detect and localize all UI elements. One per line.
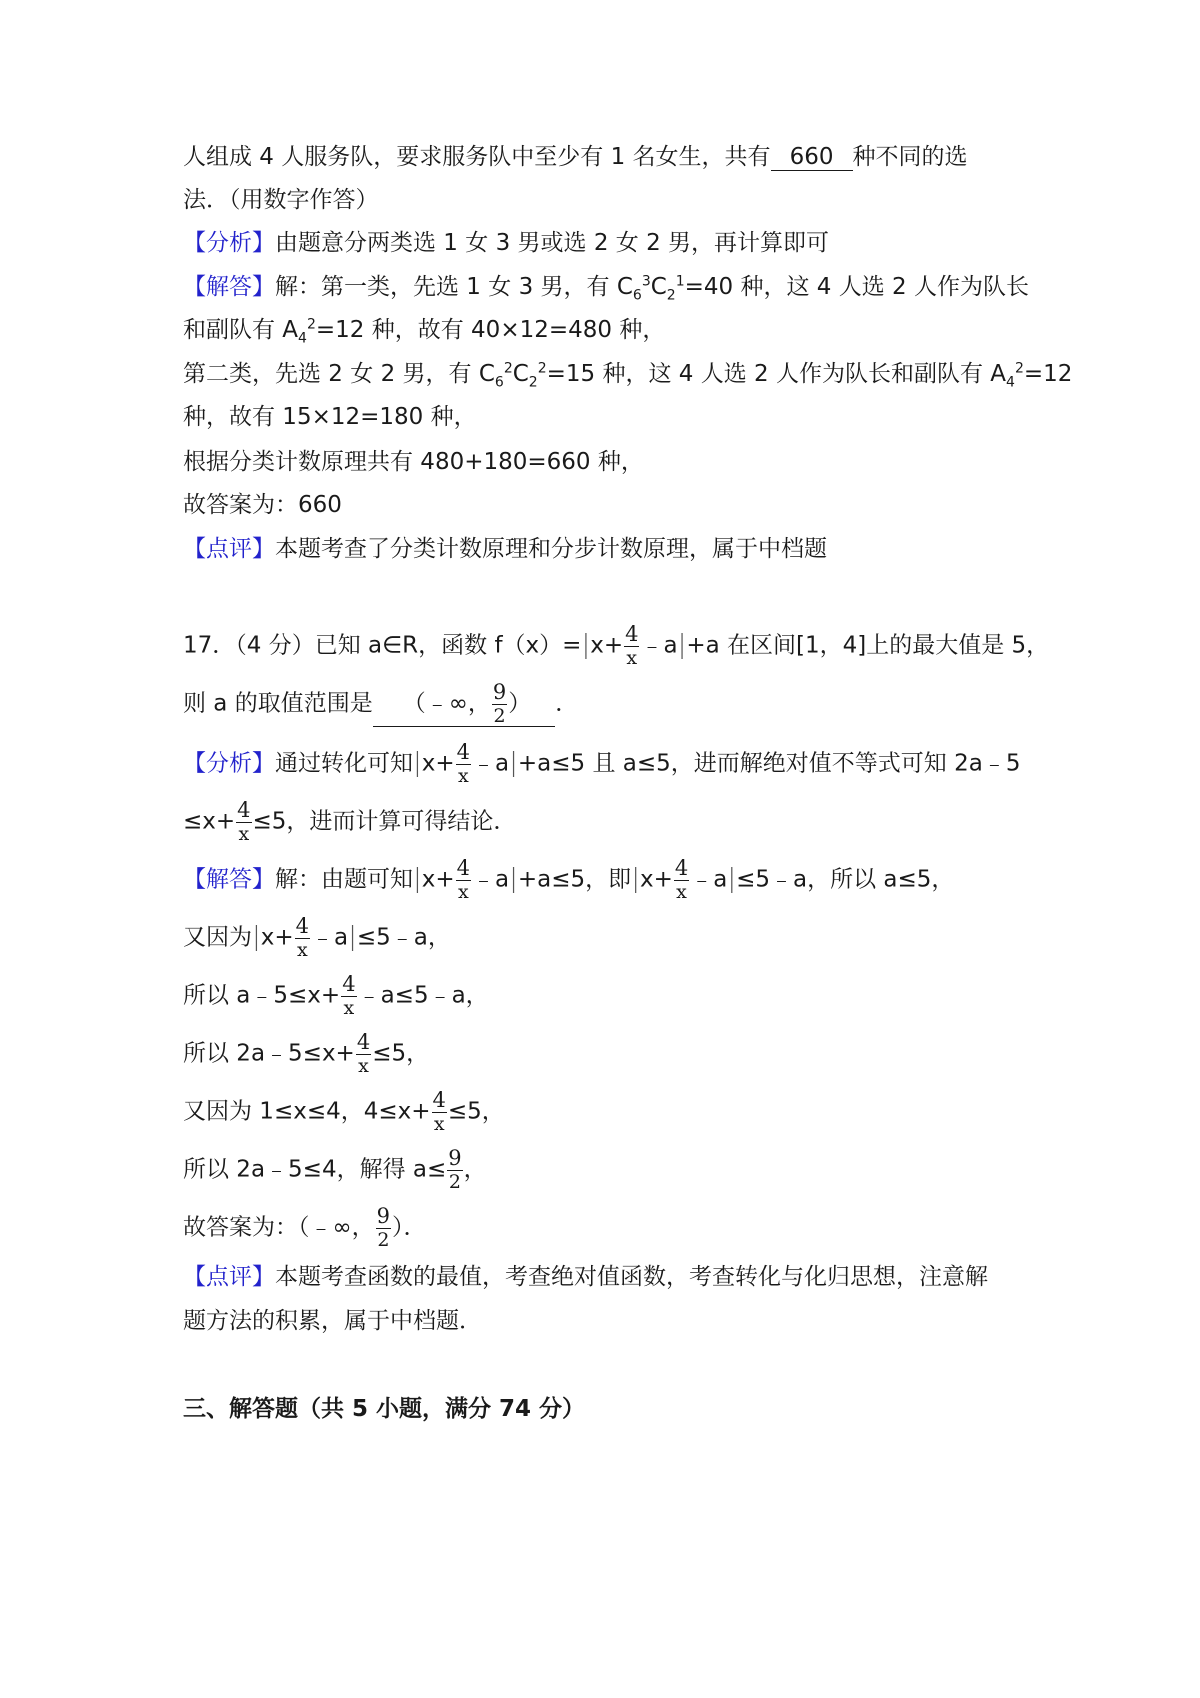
superscript: 3	[641, 273, 651, 290]
comment-tag: 【点评】	[183, 1264, 275, 1290]
text: C	[650, 274, 667, 300]
text: x+	[639, 866, 673, 893]
denominator: x	[343, 997, 355, 1019]
numerator: 4	[356, 1030, 371, 1054]
q16-solution-line3	[183, 359, 1072, 389]
q16-stem-text: 人组成 4 人服务队，要求服务队中至少有 1 名女生，共有	[183, 144, 771, 170]
text: ﹣a	[472, 866, 510, 893]
abs-bar: |	[631, 863, 640, 894]
fraction-9-over-2	[376, 1206, 391, 1250]
abs-bar: |	[509, 863, 518, 894]
q17-solution-line3	[183, 974, 489, 1018]
text: ）．	[392, 1214, 427, 1241]
denominator: x	[626, 647, 638, 669]
numerator: 4	[456, 740, 471, 764]
text: +a≤5，即	[517, 866, 632, 893]
text: （﹣∞，	[402, 690, 491, 717]
text: x+	[260, 924, 294, 951]
fraction-4-over-x	[456, 742, 471, 786]
text: +a 在区间[1，4]上的最大值是 5，	[686, 632, 1050, 659]
subscript: 4	[1006, 374, 1015, 391]
fraction-4-over-x	[674, 858, 689, 902]
numerator: 4	[432, 1088, 446, 1112]
text: =15 种，这 4 人选 2 人作为队长和副队有 A	[546, 361, 1007, 387]
analysis-tag: 【分析】	[183, 750, 275, 777]
denominator: x	[238, 823, 250, 845]
text: ≤5﹣a，	[356, 924, 451, 951]
q17-answer-blank	[373, 682, 556, 727]
text: x+	[421, 750, 455, 777]
denominator: 2	[377, 1229, 390, 1251]
numerator: 4	[674, 856, 689, 880]
q17-solution-line6	[183, 1148, 487, 1192]
text: 通过转化可知	[275, 750, 413, 777]
q17-comment-line2: 题方法的积累，属于中档题．	[183, 1308, 482, 1334]
denominator: x	[676, 881, 687, 903]
text: ≤5，	[372, 1040, 430, 1067]
q17-final-answer	[183, 1206, 427, 1250]
text: 所以 a﹣5≤x+	[183, 982, 341, 1009]
numerator: 4	[456, 856, 471, 880]
text: 第二类，先选 2 女 2 男，有 C	[183, 361, 495, 387]
q17-stem-line1	[183, 624, 1049, 668]
subscript: 6	[632, 287, 642, 304]
subscript: 2	[528, 374, 538, 391]
text: ≤5﹣a，所以 a≤5，	[736, 866, 955, 893]
subscript: 4	[298, 330, 307, 347]
subscript: 2	[666, 287, 676, 304]
q16-solution-line1	[183, 272, 1029, 302]
q16-stem-line1	[183, 142, 968, 172]
comment-tag: 【点评】	[183, 536, 275, 562]
numerator: 9	[376, 1204, 391, 1228]
abs-bar: |	[413, 747, 422, 778]
denominator: x	[358, 1055, 369, 1077]
text: ）	[508, 690, 532, 717]
fraction-4-over-x	[456, 858, 471, 902]
denominator: x	[433, 1113, 445, 1135]
text: x+	[590, 632, 624, 659]
text: C	[512, 361, 529, 387]
text: ，	[463, 1156, 487, 1183]
fraction-4-over-x	[295, 916, 310, 960]
abs-bar: |	[727, 863, 737, 894]
q16-solution-line4: 种，故有 15×12=180 种，	[183, 404, 477, 430]
denominator: x	[457, 765, 469, 787]
analysis-tag: 【分析】	[183, 230, 275, 256]
q16-final-answer: 故答案为：660	[183, 492, 342, 518]
fraction-4-over-x	[236, 800, 251, 844]
fraction-4-over-x	[356, 1032, 371, 1076]
abs-bar: |	[581, 629, 591, 660]
subscript: 6	[494, 374, 504, 391]
text: =12	[1023, 361, 1073, 387]
fraction-4-over-x	[624, 624, 639, 668]
comment-text: 本题考查函数的最值，考查绝对值函数，考查转化与化归思想，注意解	[275, 1264, 988, 1290]
superscript: 2	[537, 360, 547, 377]
q17-solution-line2	[183, 916, 451, 960]
text: 解：第一类，先选 1 女 3 男，有 C	[275, 274, 633, 300]
text: 和副队有 A	[183, 317, 299, 343]
text: 所以 2a﹣5≤x+	[183, 1040, 355, 1067]
q16-answer-blank: 660	[771, 144, 853, 171]
denominator: x	[457, 881, 469, 903]
text: ≤5，进而计算可得结论．	[252, 808, 517, 835]
text: 又因为	[183, 924, 252, 951]
q17-stem-line2	[183, 682, 578, 727]
analysis-text: 由题意分两类选 1 女 3 男或选 2 女 2 男，再计算即可	[275, 230, 830, 256]
text: =40 种，这 4 人选 2 人作为队长	[684, 274, 1030, 300]
text: ≤5，	[447, 1098, 505, 1125]
text: 17．（4 分）已知 a∈R，函数 f（x）=	[183, 632, 582, 659]
comment-text: 本题考查了分类计数原理和分步计数原理，属于中档题	[275, 536, 827, 562]
q16-solution-line5: 根据分类计数原理共有 480+180=660 种，	[183, 449, 644, 475]
q17-solution-line1	[183, 858, 954, 902]
numerator: 9	[492, 680, 507, 704]
abs-bar: |	[413, 863, 422, 894]
denominator: x	[296, 939, 308, 961]
abs-bar: |	[348, 921, 357, 952]
numerator: 4	[237, 798, 251, 822]
denominator: 2	[493, 705, 506, 727]
text: ≤x+	[183, 808, 236, 835]
text: ﹣a	[690, 866, 728, 893]
text: 解：由题可知	[275, 866, 413, 893]
numerator: 4	[625, 622, 639, 646]
text: x+	[421, 866, 455, 893]
text: 又因为 1≤x≤4，4≤x+	[183, 1098, 431, 1125]
q16-stem-text-2: 种不同的选	[852, 144, 968, 170]
text: 故答案为：（﹣∞，	[183, 1214, 375, 1241]
text: ．	[555, 690, 579, 717]
q17-analysis-line2	[183, 800, 516, 844]
q16-solution-line2	[183, 315, 665, 345]
superscript: 2	[503, 360, 513, 377]
solution-tag: 【解答】	[183, 274, 275, 300]
abs-bar: |	[509, 747, 518, 778]
text: 所以 2a﹣5≤4，解得 a≤	[183, 1156, 447, 1183]
section-heading: 三、解答题（共 5 小题，满分 74 分）	[183, 1396, 586, 1422]
q17-comment-line1	[183, 1262, 988, 1292]
q16-stem-line2: 法．（用数字作答）	[183, 187, 379, 213]
fraction-4-over-x	[432, 1090, 447, 1134]
q16-comment	[183, 534, 827, 564]
denominator: 2	[448, 1171, 461, 1193]
text: +a≤5 且 a≤5，进而解绝对值不等式可知 2a﹣5	[517, 750, 1021, 777]
superscript: 1	[675, 273, 685, 290]
solution-tag: 【解答】	[183, 866, 275, 893]
text: ﹣a	[311, 924, 349, 951]
fraction-9-over-2	[447, 1148, 462, 1192]
superscript: 2	[306, 316, 316, 333]
text: ﹣a≤5﹣a，	[357, 982, 489, 1009]
q17-analysis-line1	[183, 742, 1020, 786]
q17-solution-line4	[183, 1032, 429, 1076]
abs-bar: |	[677, 629, 687, 660]
abs-bar: |	[252, 921, 261, 952]
text: ﹣a	[472, 750, 510, 777]
fraction-4-over-x	[341, 974, 356, 1018]
text: 则 a 的取值范围是	[183, 690, 373, 717]
text: ﹣a	[640, 632, 678, 659]
numerator: 9	[448, 1146, 462, 1170]
q16-analysis	[183, 228, 829, 258]
fraction-9-over-2	[492, 682, 507, 726]
numerator: 4	[295, 914, 310, 938]
q17-solution-line5	[183, 1090, 505, 1134]
numerator: 4	[342, 972, 356, 996]
text: =12 种，故有 40×12=480 种，	[315, 317, 666, 343]
superscript: 2	[1014, 360, 1024, 377]
